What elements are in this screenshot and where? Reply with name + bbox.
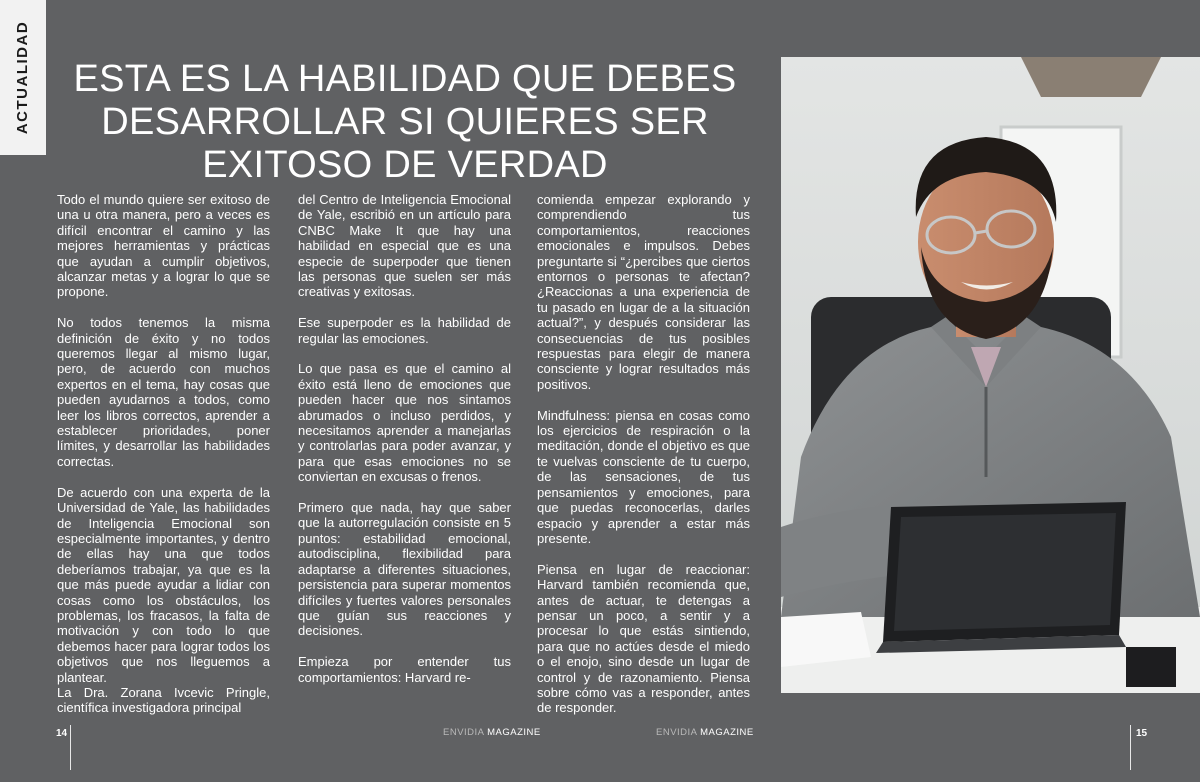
- footer-brand-left: [443, 727, 541, 738]
- footer-brand-right: [656, 727, 754, 738]
- paragraph: Lo que pasa es que el camino al éxito está lleno de emociones que pueden hacer que nos sintamos abrumados o incluso perdidos, y necesitamos aprender a manejarlas y controlarlas para poder avanzar, y para que esas emociones no se conviertan en excusas o frenos.: [298, 361, 511, 485]
- section-label: ACTUALIDAD: [14, 20, 32, 135]
- paragraph: comienda empezar explorando y comprendiendo tus comportamientos, reacciones emocionales e impulsos. Debes preguntarte si “¿percibes que ciertos entornos o personas te afectan? ¿Reaccionas a una experiencia de tu pasado en lugar de a la situación actual?”, y después considerar las consecuencias de tus posibles respuestas para elegir de manera consciente y lograr resultados más positivos.: [537, 192, 750, 392]
- headline-line-1: ESTA ES LA HABILIDAD QUE DEBES: [73, 58, 737, 100]
- article-column-3: [537, 192, 750, 731]
- article-column-1: [57, 192, 270, 731]
- page-number-right: 15: [1136, 728, 1148, 739]
- paragraph: del Centro de Inteligencia Emocional de Yale, escribió en un artículo para CNBC Make It que hay una habilidad en especial que es una especie de superpoder que tienen las personas que suelen ser más creativas y exitosas.: [298, 192, 511, 300]
- article-column-2: [298, 192, 511, 700]
- brand-rest: MAGAZINE: [487, 727, 541, 738]
- brand-accent: ENVIDIA: [443, 727, 484, 738]
- footer-divider-right: [1130, 725, 1131, 770]
- brand-accent: ENVIDIA: [656, 727, 697, 738]
- photo-illustration: [781, 57, 1200, 693]
- brand-rest: MAGAZINE: [700, 727, 754, 738]
- paragraph: Empieza por entender tus comportamientos: Harvard re-: [298, 654, 511, 685]
- page-number-left: 14: [56, 728, 68, 739]
- headline: [40, 58, 770, 187]
- paragraph: De acuerdo con una experta de la Universidad de Yale, las habilidades de Inteligencia Emocional son especialmente importantes, y dentro de ellas hay una que todos deberíamos trabajar, ya que es la que más puede ayudar a lidiar con cosas como los obstáculos, los problemas, los fracasos, la falta de motivación y con todo lo que debemos hacer para lograr todos los objetivos que nos lleguemos a plantear.: [57, 484, 270, 685]
- paragraph: Primero que nada, hay que saber que la autorregulación consiste en 5 puntos: estabilidad emocional, autodisciplina, flexibilidad para adaptarse a diferentes situaciones, persistencia para superar momentos difíciles y fuertes valores personales que guían sus reacciones y decisiones.: [298, 500, 511, 639]
- paragraph: No todos tenemos la misma definición de éxito y no todos queremos llegar al mismo lugar, pero, de acuerdo con muchos expertos en el tema, hay cosas que pueden ayudarnos a todos, como leer los libros correctos, aprender a establecer prioridades, poner límites, y desarrollar las habilidades correctas.: [57, 315, 270, 469]
- headline-line-3: EXITOSO DE VERDAD: [202, 144, 608, 186]
- paragraph: La Dra. Zorana Ivcevic Pringle, científica investigadora principal: [57, 684, 270, 716]
- paragraph: Todo el mundo quiere ser exitoso de una u otra manera, pero a veces es difícil encontrar el camino y las mejores herramientas y prácticas que ayudan a cumplir objetivos, alcanzar metas y a lograr lo que se propone.: [57, 192, 270, 300]
- headline-line-2: DESARROLLAR SI QUIERES SER: [101, 101, 709, 143]
- paragraph: Mindfulness: piensa en cosas como los ejercicios de respiración o la meditación, donde el objetivo es que te vuelvas consciente de tu cuerpo, de las sensaciones, de tus pensamientos y emociones, para que puedas reconocerlas, darles espacio y aprender a estar más presente.: [537, 407, 750, 546]
- article-photo: [781, 57, 1200, 693]
- paragraph: Piensa en lugar de reaccionar: Harvard también recomienda que, antes de actuar, te detengas a pensar un poco, a sentir y a procesar lo que estás sintiendo, para que no actúes desde el miedo o el enojo, sino desde un lugar de control y de razonamiento. Piensa sobre cómo vas a responder, antes de responder.: [537, 561, 750, 716]
- footer-divider-left: [70, 725, 71, 770]
- paragraph: Ese superpoder es la habilidad de regular las emociones.: [298, 315, 511, 346]
